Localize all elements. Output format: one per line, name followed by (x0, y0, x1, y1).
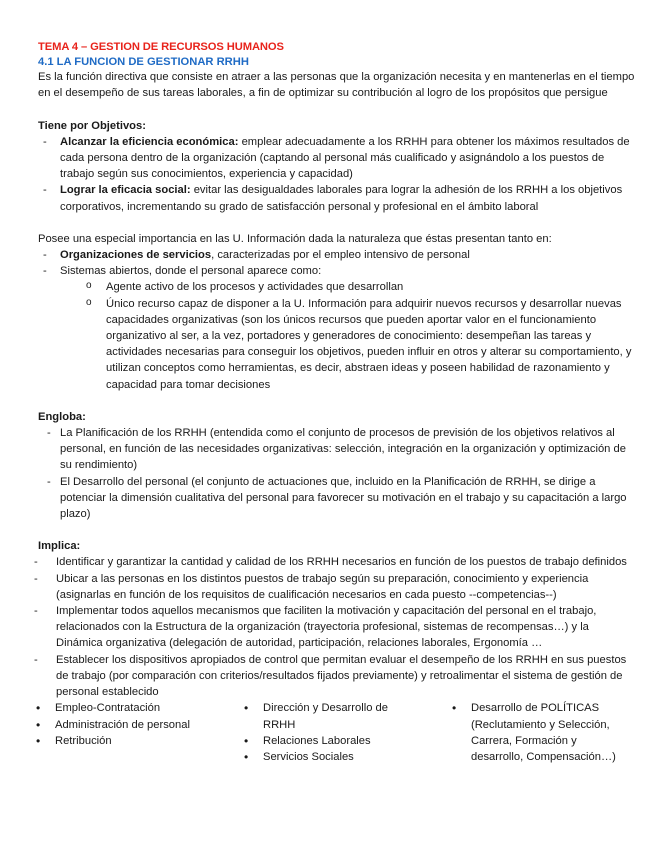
importancia-text: , caracterizadas por el empleo intensivo de personal (211, 249, 470, 262)
list-item: - Establecer los dispositivos apropiados de control que permitan evaluar el desempeño de los RRHH en sus puestos de trabajo (por comparación con criterios/resultados fijados previamente) y retroalimentar el sistema de gestión de personal establecido (34, 652, 637, 701)
list-item: - La Planificación de los RRHH (entendida como el conjunto de procesos de previsión de los objetivos relativos al personal, en función de las necesidades organizativas: selección, integración en la organización y optimización de su rendimiento) (38, 425, 637, 474)
objetivo-text: evitar las desigualdades laborales para lograr la adhesión de los RRHH a los objetivos corporativos, incrementando su grado de satisfacción personal y profesional en el ámbito laboral (60, 184, 623, 213)
importancia-intro: Posee una especial importancia en las U. Información dada la naturaleza que éstas presentan tanto en: (38, 232, 552, 245)
document-title: TEMA 4 – GESTION DE RECURSOS HUMANOS (38, 41, 284, 53)
objetivo-bold: Alcanzar la eficiencia económica: (60, 135, 239, 148)
list-item: - Ubicar a las personas en los distintos puestos de trabajo según su preparación, conocimiento y experiencia (asignarlas en función de los requisitos de cualificación necesarios en cada puesto --competencias--) (34, 571, 637, 603)
list-item: • Retribución (36, 733, 244, 749)
list-item: • Servicios Sociales (244, 749, 452, 765)
importancia-bold: Organizaciones de servicios (60, 249, 212, 262)
list-item (38, 134, 637, 183)
list-item (38, 247, 637, 263)
list-item: o Único recurso capaz de disponer a la U. Información para adquirir nuevos recursos y desarrollar nuevas capacidades organizativas (son los únicos recursos que pueden aportar valor en el funcionamiento organizativo al ser, a la vez, portadores y generadores de conocimiento: desempeñan las tareas y actividades necesarias para conseguir los objetivos, pueden influir en otros y alterar su comportamiento, y utilizan conceptos como herramientas, es decir, abstraen ideas y poseen habilidad de razonamiento y capacidad para tomar decisiones (86, 296, 637, 393)
importancia-sublist (38, 279, 637, 392)
areas-column-3 (452, 700, 632, 765)
objetivos-heading: Tiene por Objetivos: (38, 119, 146, 132)
implica-list (34, 554, 637, 700)
implica-heading: Implica: (38, 540, 81, 553)
list-item (38, 182, 637, 214)
engloba-heading: Engloba: (38, 410, 86, 423)
importancia-text: Sistemas abiertos, donde el personal aparece como: (60, 265, 322, 278)
list-item: - El Desarrollo del personal (el conjunto de actuaciones que, incluido en la Planificación de RRHH, se dirige a potenciar la dimensión cualitativa del personal para favorecer su motivación en el trabajo y su capacitación a largo plazo) (38, 474, 637, 523)
list-item (38, 263, 637, 279)
objetivo-text: emplear adecuadamente a los RRHH para obtener los máximos resultados de cada persona dentro de la organización (captando al personal más cualificado y asignándolo a los puestos de trabajo según sus conocimientos, experiencia y capacidad) (60, 135, 630, 181)
list-item: - Implementar todos aquellos mecanismos que faciliten la motivación y capacitación del personal en el trabajo, relacionados con la Estructura de la organización (trayectoria profesional, sistemas de recompensas…) y la Dinámica organizativa (delegación de autoridad, participación, relaciones laborales, Ergonomía … (34, 603, 637, 652)
list-item: • Empleo-Contratación (36, 700, 244, 716)
list-item: o Agente activo de los procesos y actividades que desarrollan (86, 279, 637, 295)
areas-column-2 (244, 700, 452, 765)
list-item: • Desarrollo de POLÍTICAS (Reclutamiento y Selección, Carrera, Formación y desarrollo, Compensación…) (452, 700, 629, 765)
engloba-list (38, 425, 637, 522)
objetivo-bold: Lograr la eficacia social: (60, 184, 191, 197)
areas-columns (36, 700, 637, 765)
importancia-list (38, 247, 637, 279)
areas-column-1 (36, 700, 244, 765)
list-item: • Administración de personal (36, 717, 244, 733)
intro-paragraph: Es la función directiva que consiste en atraer a las personas que la organización necesita y en mantenerlas en el tiempo en el desempeño de sus tareas laborales, a fin de optimizar su contribución al logro de los propósitos que persigue (38, 71, 635, 100)
objetivos-list (38, 134, 637, 215)
list-item: • Dirección y Desarrollo de RRHH (244, 700, 413, 732)
list-item: - Identificar y garantizar la cantidad y calidad de los RRHH necesarios en función de los puestos de trabajo definidos (34, 554, 637, 570)
list-item: • Relaciones Laborales (244, 733, 452, 749)
section-subtitle: 4.1 LA FUNCION DE GESTIONAR RRHH (38, 55, 249, 68)
